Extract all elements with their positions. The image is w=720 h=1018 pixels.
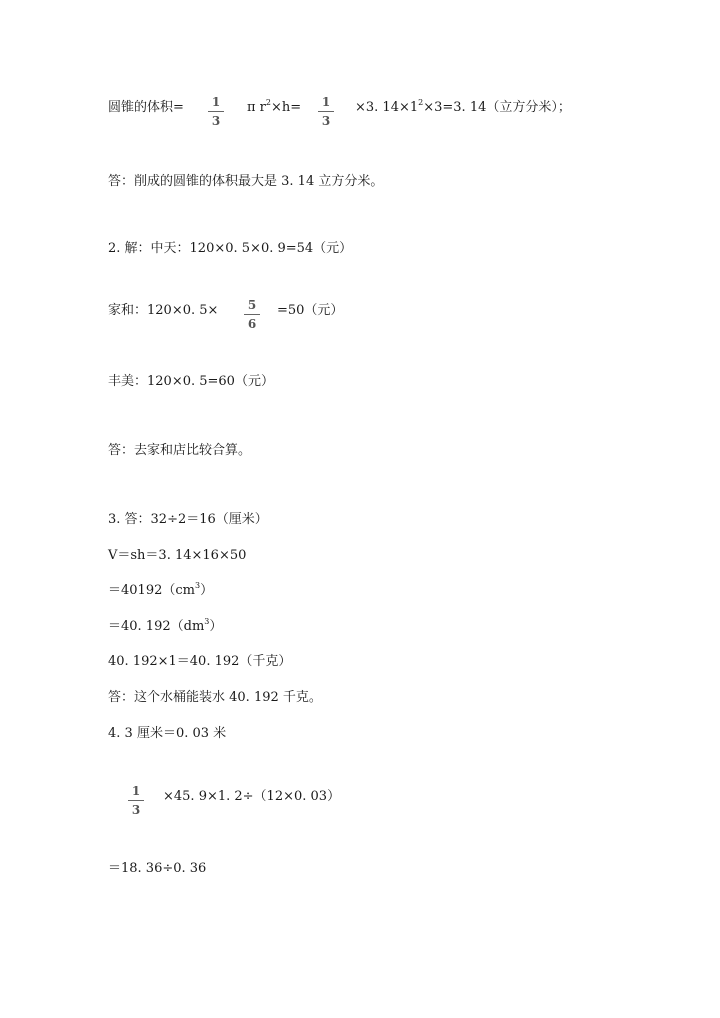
q3-line2: V＝sh＝3. 14×16×50 [108, 548, 247, 563]
pi-r-squared-h: π $r^2\times h=$ [247, 98, 302, 115]
q3-line1: 3. 答：32÷2＝16（厘米） [108, 512, 268, 527]
q3-line5: 40. 192×1＝40. 192（千克） [108, 654, 292, 669]
q3-line3: $=40192(cm^3)$ [108, 581, 214, 598]
answer-1: 答：削成的圆锥的体积最大是 3. 14 立方分米。 [108, 174, 384, 189]
answer-2: 答：去家和店比较合算。 [108, 443, 252, 458]
q2-jiahe-label: 家和：120×0. 5× [108, 303, 219, 318]
q2-fengmei: 丰美：120×0. 5=60（元） [108, 374, 274, 389]
q4-line3: ＝18. 36÷0. 36 [108, 861, 207, 876]
fraction-one-third-2: 1 3 [316, 95, 336, 128]
q2-zhongtian: 2. 解：中天：120×0. 5×0. 9=54（元） [108, 241, 353, 256]
q4-line2: ×45. 9×1. 2÷（12×0. 03） [163, 789, 341, 804]
q4-line1: 4. 3 厘米＝0. 03 米 [108, 726, 227, 741]
fraction-one-third-3: 1 3 [126, 784, 146, 817]
volume-formula-label: 圆锥的体积= [108, 100, 184, 115]
q2-jiahe-result: =50（元） [277, 303, 344, 318]
volume-calculation: ×3. $14\times 1^2\times 3=3$. 14（立方分米）； [355, 98, 571, 115]
fraction-five-sixths: 5 6 [242, 298, 262, 331]
answer-3: 答：这个水桶能装水 40. 192 千克。 [108, 690, 322, 705]
q3-line4: ＝40. $192(dm^3)$ [108, 617, 223, 634]
fraction-one-third: 1 3 [206, 95, 226, 128]
